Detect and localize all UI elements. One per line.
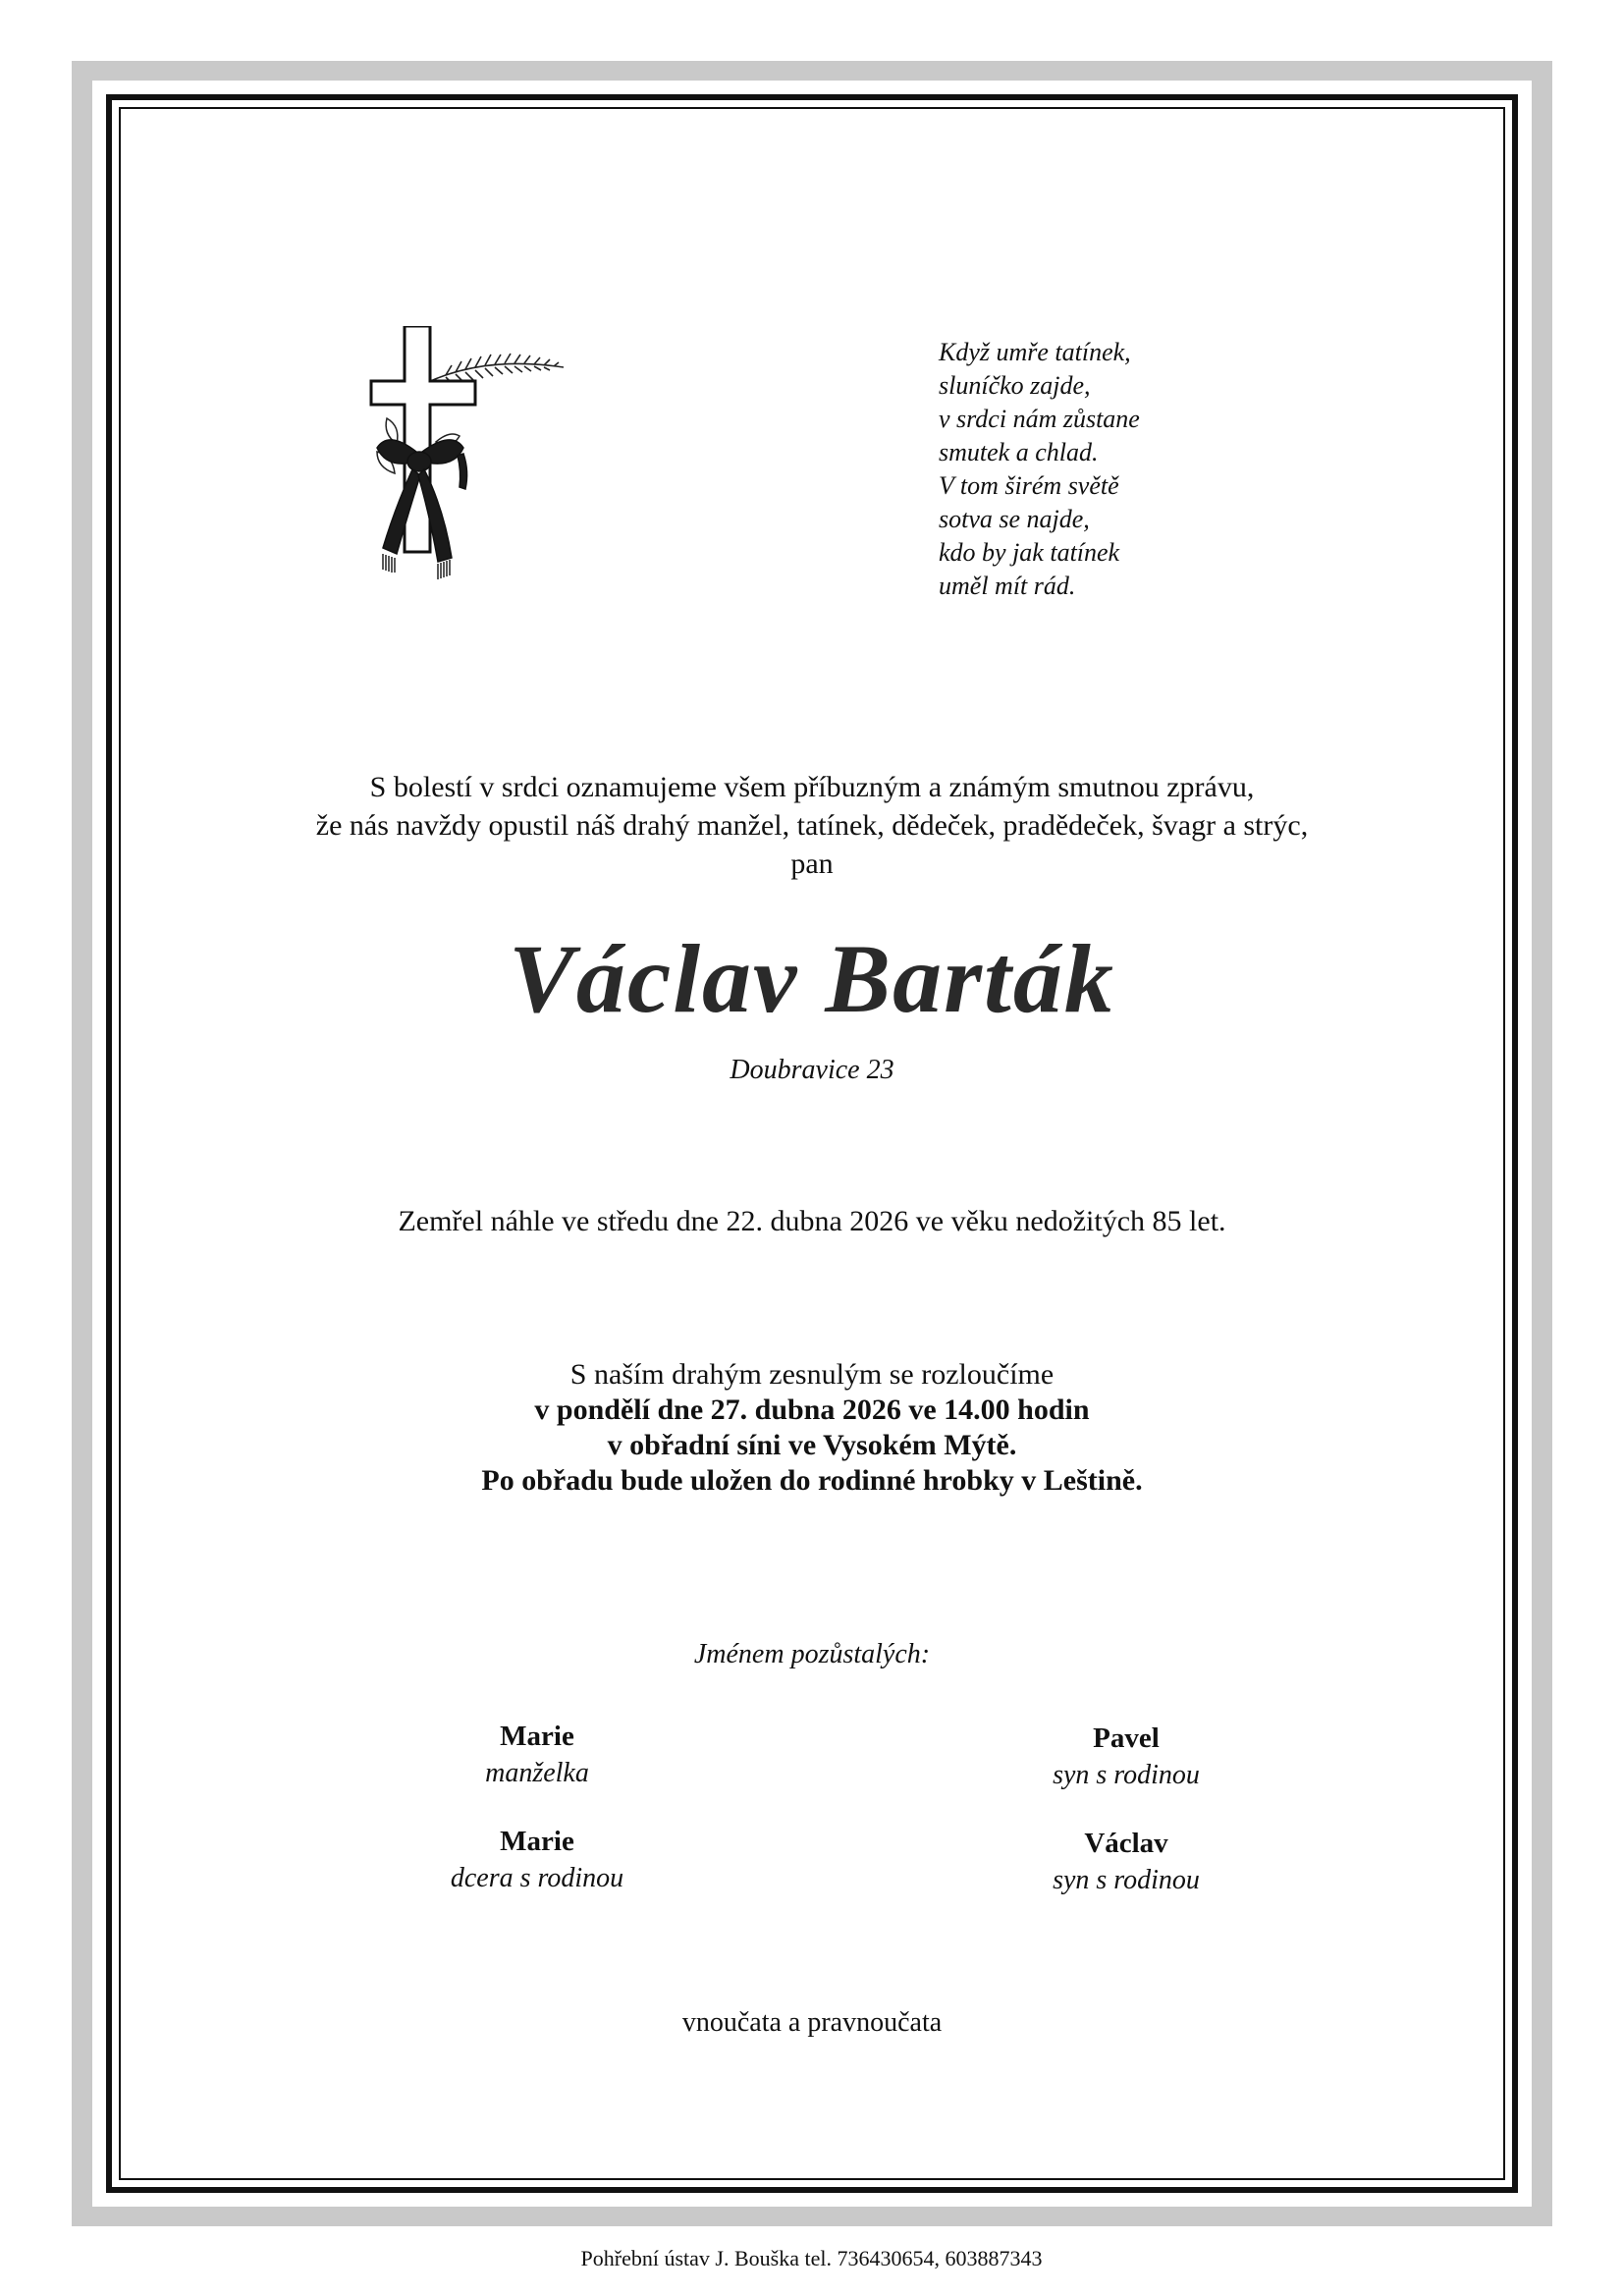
mourner bbox=[949, 1826, 1303, 1898]
poem-line: uměl mít rád. bbox=[939, 572, 1076, 600]
announcement-line: pan bbox=[790, 847, 834, 880]
poem-line: kdo by jak tatínek bbox=[939, 538, 1120, 567]
mourner-relation: syn s rodinou bbox=[1053, 1760, 1200, 1790]
mourner-name: Marie bbox=[500, 1826, 574, 1857]
death-notice: Zemřel náhle ve středu dne 22. dubna 2026 ve věku nedožitých 85 let. bbox=[398, 1205, 1226, 1237]
funeral-burial: Po obřadu bude uložen do rodinné hrobky v Leštině. bbox=[481, 1464, 1143, 1497]
funeral-place: v obřadní síni ve Vysokém Mýtě. bbox=[607, 1429, 1017, 1461]
mourner-name: Pavel bbox=[1093, 1722, 1160, 1754]
funeral-details bbox=[92, 1357, 1532, 1499]
grandchildren: vnoučata a pravnoučata bbox=[681, 2007, 943, 2038]
funeral-intro: S naším drahým zesnulým se rozloučíme bbox=[569, 1358, 1055, 1391]
mourner bbox=[949, 1721, 1303, 1793]
mourner-name: Václav bbox=[1084, 1828, 1168, 1859]
deceased-name: Václav Barták bbox=[509, 924, 1115, 1033]
announcement-line: S bolestí v srdci oznamujeme všem příbuzným a známým smutnou zprávu, bbox=[369, 771, 1255, 803]
signoff: Jménem pozůstalých: bbox=[693, 1639, 931, 1669]
poem-line: V tom širém světě bbox=[939, 471, 1119, 500]
announcement-line: že nás navždy opustil náš drahý manžel, tatínek, dědeček, pradědeček, švagr a strýc, bbox=[315, 809, 1309, 842]
poem-line: smutek a chlad. bbox=[939, 438, 1099, 466]
poem-line: v srdci nám zůstane bbox=[939, 405, 1140, 433]
poem-line: sluníčko zajde, bbox=[939, 371, 1091, 400]
deceased-address: Doubravice 23 bbox=[730, 1055, 894, 1085]
poem-line: Když umře tatínek, bbox=[939, 338, 1131, 366]
mourner-relation: manželka bbox=[485, 1758, 589, 1788]
mourner bbox=[360, 1719, 714, 1791]
mourning-frame bbox=[72, 61, 1552, 2226]
mourner-relation: syn s rodinou bbox=[1053, 1865, 1200, 1895]
announcement bbox=[92, 768, 1532, 883]
mourner-relation: dcera s rodinou bbox=[450, 1863, 624, 1893]
mourner-name: Marie bbox=[500, 1721, 574, 1752]
poem bbox=[939, 336, 1233, 603]
poem-line: sotva se najde, bbox=[939, 505, 1090, 533]
funeral-home-footer: Pohřební ústav J. Bouška tel. 736430654, 603887343 bbox=[580, 2246, 1043, 2270]
cross-with-palm-and-ribbon-icon bbox=[367, 326, 564, 611]
mourner bbox=[360, 1824, 714, 1896]
notice-panel bbox=[92, 81, 1532, 2207]
funeral-date: v pondělí dne 27. dubna 2026 ve 14.00 hodin bbox=[534, 1394, 1090, 1426]
